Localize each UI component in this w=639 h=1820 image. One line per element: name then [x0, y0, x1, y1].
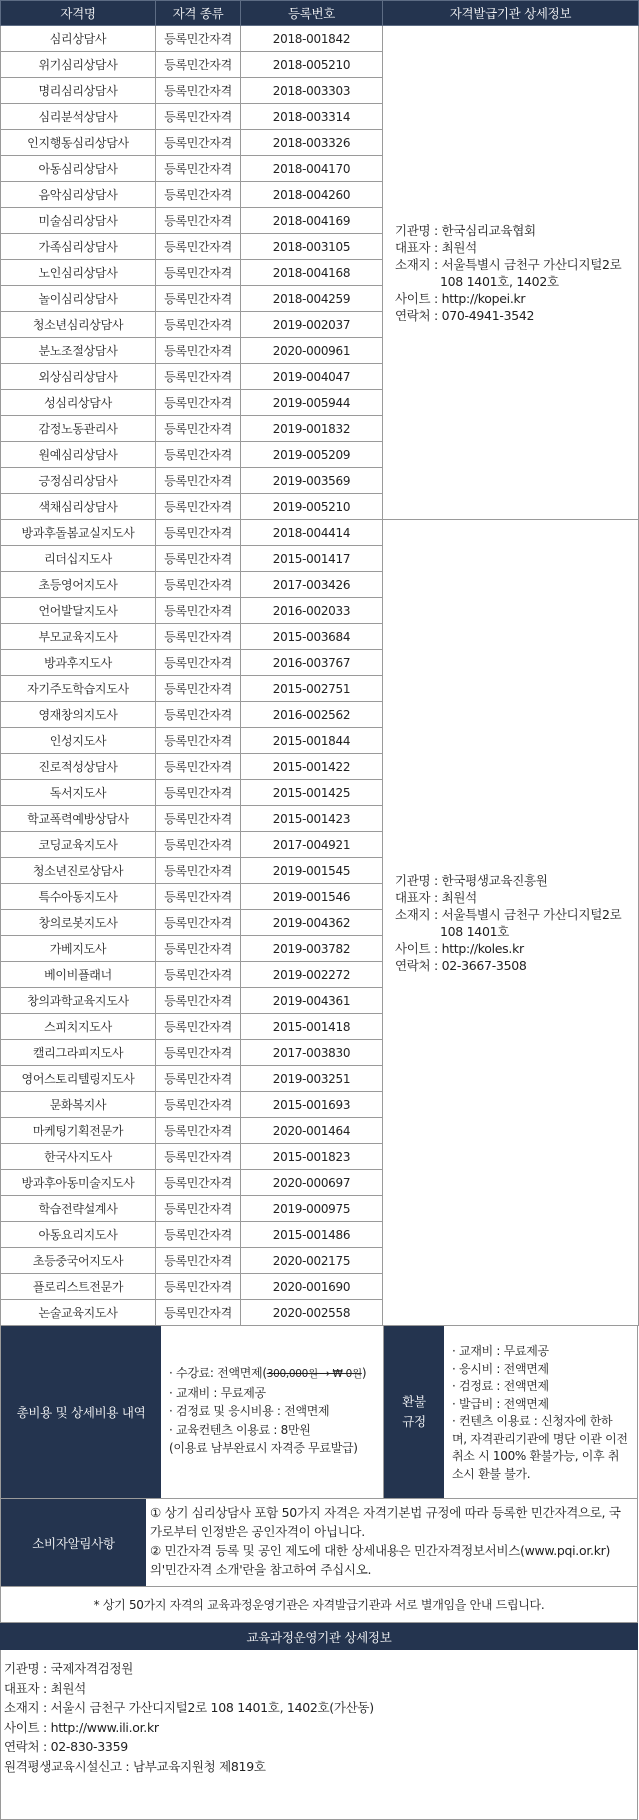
refund-line: 며, 자격관리기관에 명단 이관 이전	[452, 1431, 628, 1446]
cert-type: 등록민간자격	[156, 442, 241, 468]
cert-regno: 2015-001425	[241, 780, 383, 806]
fee-suffix: )	[361, 1366, 367, 1380]
cert-type: 등록민간자격	[156, 546, 241, 572]
cert-name: 초등중국어지도사	[1, 1248, 156, 1274]
certificate-table-body	[1, 26, 639, 1326]
cert-name: 심리분석상담사	[1, 104, 156, 130]
operator-line: 기관명 : 국제자격검정원	[4, 1661, 134, 1676]
cert-name: 논술교육지도사	[1, 1300, 156, 1326]
cert-regno: 2016-003767	[241, 650, 383, 676]
cert-type: 등록민간자격	[156, 702, 241, 728]
cert-regno: 2018-004260	[241, 182, 383, 208]
cert-regno: 2020-000961	[241, 338, 383, 364]
refund-line: 소시 환불 불가.	[452, 1466, 531, 1481]
cert-name: 방과후돌봄교실지도사	[1, 520, 156, 546]
operator-line: 연락처 : 02-830-3359	[4, 1739, 128, 1754]
issuer-info	[383, 26, 639, 520]
cert-name: 스피치지도사	[1, 1014, 156, 1040]
cert-type: 등록민간자격	[156, 780, 241, 806]
cert-regno: 2015-001844	[241, 728, 383, 754]
issuer-info	[383, 520, 639, 1326]
cert-name: 특수아동지도사	[1, 884, 156, 910]
cert-regno: 2017-003830	[241, 1040, 383, 1066]
cert-regno: 2015-001422	[241, 754, 383, 780]
cert-type: 등록민간자격	[156, 962, 241, 988]
cert-regno: 2019-002272	[241, 962, 383, 988]
cert-type: 등록민간자격	[156, 1300, 241, 1326]
cert-type: 등록민간자격	[156, 52, 241, 78]
notice-line: ② 민간자격 등록 및 공인 제도에 대한 상세내용은 민간자격정보서비스(www.pqi.or.kr)	[150, 1543, 611, 1558]
cert-type: 등록민간자격	[156, 754, 241, 780]
cert-type: 등록민간자격	[156, 806, 241, 832]
cert-regno: 2019-001832	[241, 416, 383, 442]
cert-name: 외상심리상담사	[1, 364, 156, 390]
fee-strike: 300,000원 → ₩ 0원	[266, 1368, 362, 1380]
cert-type: 등록민간자격	[156, 988, 241, 1014]
refund-label-line: 환불	[402, 1394, 426, 1409]
issuer-phone: 연락처 : 070-4941-3542	[395, 307, 535, 323]
cert-regno: 2018-004168	[241, 260, 383, 286]
cert-type: 등록민간자격	[156, 182, 241, 208]
cert-name: 명리심리상담사	[1, 78, 156, 104]
cert-name: 부모교육지도사	[1, 624, 156, 650]
cost-section	[0, 1326, 638, 1499]
cert-type: 등록민간자격	[156, 832, 241, 858]
cert-type: 등록민간자격	[156, 1196, 241, 1222]
notice-line: 의'민간자격 소개'란을 참고하여 주십시오.	[150, 1562, 372, 1577]
operator-heading: 교육과정운영기관 상세정보	[0, 1623, 638, 1650]
refund-line: · 발급비 : 전액면제	[452, 1396, 549, 1411]
cert-type: 등록민간자격	[156, 312, 241, 338]
cert-name: 플로리스트전문가	[1, 1274, 156, 1300]
issuer-address-cont: 108 1401호	[440, 923, 510, 939]
col-header-regno: 등록번호	[241, 1, 383, 26]
cert-type: 등록민간자격	[156, 598, 241, 624]
cert-type: 등록민간자격	[156, 650, 241, 676]
cert-type: 등록민간자격	[156, 234, 241, 260]
cost-item: · 검정료 및 응시비용 : 전액면제	[169, 1404, 330, 1418]
fee-prefix: · 수강료: 전액면제(	[169, 1366, 267, 1380]
cert-regno: 2018-004170	[241, 156, 383, 182]
cert-name: 원예심리상담사	[1, 442, 156, 468]
cert-regno: 2016-002033	[241, 598, 383, 624]
notice-line: 가로부터 인정받은 공인자격이 아닙니다.	[150, 1524, 365, 1539]
cert-type: 등록민간자격	[156, 858, 241, 884]
cert-type: 등록민간자격	[156, 1144, 241, 1170]
cert-regno: 2015-001418	[241, 1014, 383, 1040]
cert-name: 언어발달지도사	[1, 598, 156, 624]
cert-regno: 2019-005209	[241, 442, 383, 468]
cert-name: 초등영어지도사	[1, 572, 156, 598]
cert-type: 등록민간자격	[156, 728, 241, 754]
cert-type: 등록민간자격	[156, 130, 241, 156]
operator-line: 대표자 : 최원석	[4, 1680, 86, 1696]
cert-regno: 2016-002562	[241, 702, 383, 728]
operator-line: 원격평생교육시설신고 : 남부교육지원청 제819호	[4, 1758, 266, 1774]
cost-item: (이용료 남부완료시 자격증 무료발급)	[169, 1441, 358, 1455]
cert-type: 등록민간자격	[156, 104, 241, 130]
cert-regno: 2020-002558	[241, 1300, 383, 1326]
cert-regno: 2015-001417	[241, 546, 383, 572]
cert-type: 등록민간자격	[156, 78, 241, 104]
cert-name: 독서지도사	[1, 780, 156, 806]
cert-name: 학습전략설계사	[1, 1196, 156, 1222]
cert-type: 등록민간자격	[156, 364, 241, 390]
table-row	[1, 520, 639, 546]
cert-type: 등록민간자격	[156, 1040, 241, 1066]
cert-type: 등록민간자격	[156, 286, 241, 312]
cert-name: 캘리그라피지도사	[1, 1040, 156, 1066]
consumer-notice-section	[0, 1499, 638, 1587]
footnote: * 상기 50가지 자격의 교육과정운영기관은 자격발급기관과 서로 별개임을 안내 드립니다.	[0, 1587, 638, 1623]
cert-regno: 2018-001842	[241, 26, 383, 52]
cert-regno: 2020-000697	[241, 1170, 383, 1196]
cert-type: 등록민간자격	[156, 1274, 241, 1300]
cert-regno: 2019-003569	[241, 468, 383, 494]
cert-name: 인성지도사	[1, 728, 156, 754]
cert-name: 청소년진로상담사	[1, 858, 156, 884]
issuer-site: 사이트 : http://koles.kr	[395, 940, 524, 956]
refund-line: · 컨텐츠 이용료 : 신청자에 한하	[452, 1414, 613, 1428]
cert-type: 등록민간자격	[156, 624, 241, 650]
cert-regno: 2019-004047	[241, 364, 383, 390]
cert-regno: 2018-003303	[241, 78, 383, 104]
cert-name: 방과후아동미술지도사	[1, 1170, 156, 1196]
cert-regno: 2015-001823	[241, 1144, 383, 1170]
cert-type: 등록민간자격	[156, 910, 241, 936]
cert-name: 긍정심리상담사	[1, 468, 156, 494]
cert-name: 노인심리상담사	[1, 260, 156, 286]
cert-type: 등록민간자격	[156, 468, 241, 494]
cert-type: 등록민간자격	[156, 1014, 241, 1040]
cost-item: · 교육컨텐츠 이용료 : 8만원	[169, 1422, 311, 1437]
notice-line: ① 상기 심리상담사 포함 50가지 자격은 자격기본법 규정에 따라 등록한 민간자격으로, 국	[150, 1505, 621, 1520]
cert-type: 등록민간자격	[156, 1222, 241, 1248]
operator-line: 소재지 : 서울시 금천구 가산디지털2로 108 1401호, 1402호(가산동)	[4, 1700, 374, 1715]
issuer-site: 사이트 : http://kopei.kr	[395, 290, 526, 306]
cert-type: 등록민간자격	[156, 26, 241, 52]
cert-name: 놀이심리상담사	[1, 286, 156, 312]
col-header-name: 자격명	[1, 1, 156, 26]
cert-regno: 2017-003426	[241, 572, 383, 598]
cert-name: 리더십지도사	[1, 546, 156, 572]
cert-type: 등록민간자격	[156, 1248, 241, 1274]
cert-name: 분노조절상담사	[1, 338, 156, 364]
cert-type: 등록민간자격	[156, 416, 241, 442]
cert-name: 청소년심리상담사	[1, 312, 156, 338]
col-header-issuer: 자격발급기관 상세정보	[383, 1, 639, 26]
refund-line: · 교재비 : 무료제공	[452, 1344, 549, 1358]
issuer-name: 기관명 : 한국평생교육진흥원	[395, 872, 548, 888]
cert-regno: 2019-005944	[241, 390, 383, 416]
cert-name: 색채심리상담사	[1, 494, 156, 520]
cert-regno: 2020-002175	[241, 1248, 383, 1274]
issuer-address: 소재지 : 서울특별시 금천구 가산디지털2로	[395, 906, 622, 922]
cert-type: 등록민간자격	[156, 572, 241, 598]
cert-type: 등록민간자격	[156, 936, 241, 962]
cert-name: 한국사지도사	[1, 1144, 156, 1170]
cert-type: 등록민간자격	[156, 1066, 241, 1092]
cert-type: 등록민간자격	[156, 884, 241, 910]
cert-name: 창의로봇지도사	[1, 910, 156, 936]
cert-regno: 2019-002037	[241, 312, 383, 338]
notice-label: 소비자알림사항	[1, 1499, 146, 1586]
cert-name: 가베지도사	[1, 936, 156, 962]
cert-type: 등록민간자격	[156, 338, 241, 364]
cert-name: 영어스토리텔링지도사	[1, 1066, 156, 1092]
cert-name: 진로적성상담사	[1, 754, 156, 780]
cert-name: 가족심리상담사	[1, 234, 156, 260]
cert-name: 아동심리상담사	[1, 156, 156, 182]
cert-type: 등록민간자격	[156, 676, 241, 702]
cert-name: 자기주도학습지도사	[1, 676, 156, 702]
cert-regno: 2019-001546	[241, 884, 383, 910]
cert-name: 학교폭력예방상담사	[1, 806, 156, 832]
cert-name: 문화복지사	[1, 1092, 156, 1118]
table-row	[1, 26, 639, 52]
cert-name: 마케팅기획전문가	[1, 1118, 156, 1144]
cert-regno: 2017-004921	[241, 832, 383, 858]
issuer-address: 소재지 : 서울특별시 금천구 가산디지털2로	[395, 256, 622, 272]
cert-name: 인지행동심리상담사	[1, 130, 156, 156]
cert-name: 감정노동관리사	[1, 416, 156, 442]
cert-regno: 2020-001690	[241, 1274, 383, 1300]
cert-regno: 2020-001464	[241, 1118, 383, 1144]
cert-type: 등록민간자격	[156, 156, 241, 182]
cert-regno: 2019-004362	[241, 910, 383, 936]
cert-regno: 2019-003782	[241, 936, 383, 962]
cert-name: 창의과학교육지도사	[1, 988, 156, 1014]
cert-regno: 2015-003684	[241, 624, 383, 650]
cert-regno: 2015-001693	[241, 1092, 383, 1118]
table-header-row	[1, 1, 639, 26]
cert-regno: 2019-003251	[241, 1066, 383, 1092]
cert-name: 방과후지도사	[1, 650, 156, 676]
cert-type: 등록민간자격	[156, 208, 241, 234]
cert-regno: 2019-000975	[241, 1196, 383, 1222]
issuer-ceo: 대표자 : 최원석	[395, 239, 477, 255]
refund-line: · 응시비 : 전액면제	[452, 1361, 549, 1376]
refund-details	[444, 1326, 637, 1498]
cert-name: 베이비플래너	[1, 962, 156, 988]
cert-regno: 2018-003105	[241, 234, 383, 260]
col-header-type: 자격 종류	[156, 1, 241, 26]
cert-type: 등록민간자격	[156, 1092, 241, 1118]
cert-regno: 2015-002751	[241, 676, 383, 702]
issuer-ceo: 대표자 : 최원석	[395, 889, 477, 905]
cert-regno: 2019-005210	[241, 494, 383, 520]
cert-regno: 2018-003314	[241, 104, 383, 130]
cert-type: 등록민간자격	[156, 390, 241, 416]
operator-info	[0, 1650, 638, 1820]
cert-regno: 2018-004259	[241, 286, 383, 312]
cert-type: 등록민간자격	[156, 494, 241, 520]
cost-label: 총비용 및 상세비용 내역	[1, 1326, 161, 1498]
cert-type: 등록민간자격	[156, 1170, 241, 1196]
operator-line: 사이트 : http://www.ili.or.kr	[4, 1719, 159, 1735]
cert-type: 등록민간자격	[156, 260, 241, 286]
cert-name: 성심리상담사	[1, 390, 156, 416]
cert-name: 심리상담사	[1, 26, 156, 52]
refund-line: · 검정료 : 전액면제	[452, 1379, 549, 1393]
cert-regno: 2018-004169	[241, 208, 383, 234]
cert-name: 영재창의지도사	[1, 702, 156, 728]
cert-regno: 2018-004414	[241, 520, 383, 546]
issuer-name: 기관명 : 한국심리교육협회	[395, 222, 536, 238]
issuer-address-cont: 108 1401호, 1402호	[440, 273, 559, 289]
refund-label-line: 규정	[402, 1414, 426, 1429]
cost-item: · 교재비 : 무료제공	[169, 1385, 266, 1400]
cert-name: 위기심리상담사	[1, 52, 156, 78]
fee-line	[169, 1364, 383, 1384]
cert-name: 아동요리지도사	[1, 1222, 156, 1248]
cert-type: 등록민간자격	[156, 1118, 241, 1144]
cert-regno: 2018-005210	[241, 52, 383, 78]
issuer-phone: 연락처 : 02-3667-3508	[395, 957, 527, 973]
refund-label	[384, 1326, 444, 1498]
refund-line: 취소 시 100% 환불가능, 이후 취	[452, 1449, 620, 1463]
cert-regno: 2019-004361	[241, 988, 383, 1014]
notice-text	[146, 1499, 637, 1586]
cert-type: 등록민간자격	[156, 520, 241, 546]
cert-name: 미술심리상담사	[1, 208, 156, 234]
cert-regno: 2015-001423	[241, 806, 383, 832]
cert-regno: 2019-001545	[241, 858, 383, 884]
cert-regno: 2018-003326	[241, 130, 383, 156]
cert-name: 음악심리상담사	[1, 182, 156, 208]
cost-details	[161, 1326, 384, 1498]
cert-regno: 2015-001486	[241, 1222, 383, 1248]
cert-name: 코딩교육지도사	[1, 832, 156, 858]
